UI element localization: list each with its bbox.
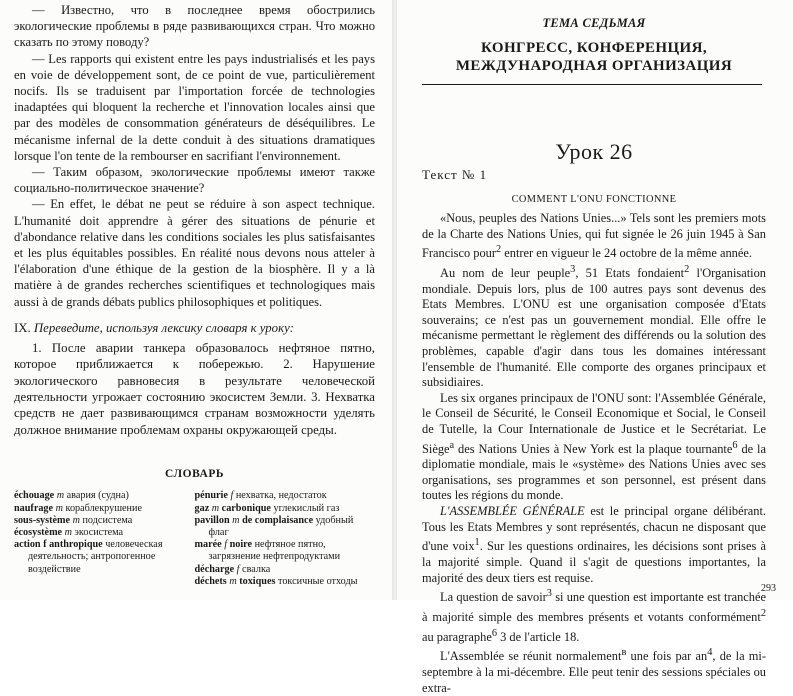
vocab-translation: человеческая деятельность; антропогенное воздействие: [28, 539, 163, 575]
article-paragraph: L'Assemblée se réunit normalement$^в$ une fois par $an^4$, de la mi-septembre à la mi-décembre. Elle peut tenir des sessions spéciales ou extra-: [422, 647, 766, 695]
vocabulary: [14, 490, 375, 588]
vocabulary-entry: [14, 539, 185, 576]
vocab-term: échouage: [14, 490, 55, 502]
text-number: Текст № 1: [422, 167, 488, 182]
right-page-content: [422, 2, 766, 696]
vocab-term: décharge: [194, 563, 235, 575]
vocab-gender: f: [236, 563, 240, 575]
vocab-term-rest: de complaisance: [239, 514, 314, 526]
vocabulary-entry: [195, 503, 366, 515]
vocab-term: pénurie: [194, 490, 228, 502]
title-divider: [422, 84, 762, 85]
lesson-title: Урок 26: [555, 139, 633, 164]
exercise-number: IX.: [14, 320, 31, 335]
vocab-gender: f: [230, 490, 234, 502]
dialogue-line: — Les rapports qui existent entre les pays industrialisés et les pays en voie de développement sont, de ce point de vue, particulièrement nocifs. Ils se traduisent par l'importation forcée de technologies inadaptées qui bloquent la recherche et l'innovation locales ainsi que par des modèles de consommation générateurs de déséquilibres. Le mécanisme infernal de la dette conduit à des situations dramatiques lorsque l'on tente de la rembourser en sacrifiant l'environnement.: [14, 51, 375, 163]
theme-title-line: МЕЖДУНАРОДНАЯ ОРГАНИЗАЦИЯ: [455, 58, 733, 74]
vocab-term-rest: carbonique: [219, 502, 271, 514]
exercise-heading: [14, 320, 375, 336]
vocab-translation: нефтяное пятно, загрязнение нефтепродуктами: [208, 539, 341, 563]
vocab-term: gaz: [194, 502, 212, 514]
vocab-gender: m: [232, 514, 240, 526]
right-page: [397, 0, 793, 695]
vocabulary-entry: [195, 490, 366, 502]
vocab-term: action f anthropique: [14, 539, 103, 551]
left-page-content: [14, 2, 375, 588]
vocabulary-title: СЛОВАРЬ: [165, 468, 224, 481]
vocabulary-entry: [195, 515, 366, 539]
vocab-translation: углекислый газ: [270, 502, 340, 514]
article-paragraph: Au nom de leur peuple$^3$, 51 Etats fondaient$^2$ l'Organisation mondiale. Depuis lors, plus de 100 autres pays sont devenus des Etats Membres. L'ONU est une organisation composée d'Etats souverains; ce n'est pas un gouvernement mondial. Elle offre le mécanisme permettant le règlement des différends ou la solution des problèmes, capable d'agir dans tous les domaines intéressant l'ensemble de l'humanité. Elle comporte des organes principaux et subsidiaires.: [422, 263, 766, 390]
vocab-gender: m: [72, 514, 80, 526]
theme-label: ТЕМА СЕДЬМАЯ: [542, 16, 646, 30]
article-paragraph: La question de savoir$^3$ si une question est importante est tranchée à majorité simple des membres présents et votants conformément$^2$ au paragraphe$^6$ 3 de l'article 18.: [422, 588, 766, 644]
vocab-translation: подсистема: [82, 514, 133, 526]
vocabulary-entry: [14, 503, 185, 515]
vocab-gender: m: [56, 490, 65, 502]
vocab-gender: m: [55, 502, 63, 514]
exercise-instruction: Переведите, используя лексику словаря к уроку:: [33, 320, 294, 335]
vocabulary-column-left: [14, 490, 195, 588]
vocabulary-entry: [195, 576, 366, 588]
vocab-term-rest: noire: [227, 539, 253, 551]
vocab-translation: экосистема: [74, 526, 124, 538]
vocabulary-entry: [14, 527, 185, 539]
vocab-gender: f: [224, 539, 228, 551]
dialogue-line: — Таким образом, экологические проблемы имеют также социально-политическое значение?: [14, 165, 375, 196]
vocabulary-entry: [195, 564, 366, 576]
vocab-translation: нехватка, недостаток: [235, 490, 327, 502]
article-body: [422, 211, 766, 696]
vocab-term: pavillon: [194, 514, 233, 526]
page-number: 293: [761, 583, 776, 594]
left-page: [0, 0, 392, 600]
vocab-gender: m: [229, 575, 237, 587]
vocab-translation: кораблекрушение: [65, 502, 142, 514]
vocab-translation: свалка: [242, 563, 271, 575]
vocab-translation: удобный флаг: [208, 514, 354, 538]
article-paragraph: L'ASSEMBLÉE GÉNÉRALE est le principal organe délibérant. Tous les Etats Membres y sont représentés, chacun ne disposant que d'une voix$^1$. Sur les questions ordinaires, les décisions sont prises à la majorité simple. Quand il s'agit de questions importantes, la majorité des deux tiers est requise.: [422, 504, 766, 585]
vocab-gender: m: [211, 502, 220, 514]
vocab-translation: токсичные отходы: [275, 575, 358, 587]
vocab-term: naufrage: [14, 502, 54, 514]
vocab-term-rest: toxiques: [236, 575, 276, 587]
vocab-term: sous-système: [14, 514, 71, 526]
exercise-text: 1. После аварии танкера образовалось нефтяное пятно, которое приближается к побережью. 2. Нарушение экологического равновесия в результате человеческой деятельности угрожает состоянию экосистем Земли. 3. Нехватка средств не дает развивающимся странам возможности уделять должное внимание проблемам охраны окружающей среды.: [14, 340, 375, 437]
vocabulary-column-right: [195, 490, 376, 588]
vocabulary-entry: [195, 539, 366, 563]
vocab-gender: m: [64, 526, 72, 538]
vocab-term: écosystème: [14, 526, 63, 538]
vocab-translation: авария (судна): [66, 490, 129, 502]
article-paragraph: Les six organes principaux de l'ONU sont: l'Assemblée Générale, le Conseil de Sécurité, le Conseil Economique et Social, le Conseil de Tutelle, la Cour Internationale de Justice et le Secrétariat. Le Siège$^a$ des Nations Unies à New York est la plaque tournante$^6$ de la diplomatie mondiale, mais le «système» des Nations Unies avec ses organisations, ses programmes et son personnel, est présent dans toutes les régions du monde.: [422, 390, 766, 503]
article-paragraph: «Nous, peuples des Nations Unies...» Tels sont les premiers mots de la Charte des Nations Unies, qui fut signée le 26 juin 1945 à San Francisco pour$^2$ entrer en vigueur le 24 octobre de la même année.: [422, 211, 766, 261]
theme-title-line: КОНГРЕСС, КОНФЕРЕНЦИЯ,: [481, 40, 707, 56]
vocab-term: déchets: [194, 575, 230, 587]
article-title: COMMENT L'ONU FONCTIONNE: [511, 194, 677, 205]
vocabulary-entry: [14, 490, 185, 502]
vocabulary-entry: [14, 515, 185, 527]
dialogue-line: — En effet, le débat ne peut se réduire à son aspect technique. L'humanité doit apprendre à gérer des situations de pénurie et d'abondance relative dans les conditions sociales les plus satisfaisantes et les plus équitables possibles. En réalité nous devons nous atteler à l'élaboration d'une éthique de la gestion de la biosphère. Il y a là matière à de grandes recherches scientifiques et technologiques mais aussi à de grands débats publics philosophiques et politiques.: [14, 197, 375, 309]
dialogue-line: — Известно, что в последнее время обострились экологические проблемы в ряде развивающихся стран. Что можно сказать по этому поводу?: [14, 3, 375, 50]
vocab-term: marée: [194, 539, 225, 551]
theme-title: [422, 39, 766, 75]
